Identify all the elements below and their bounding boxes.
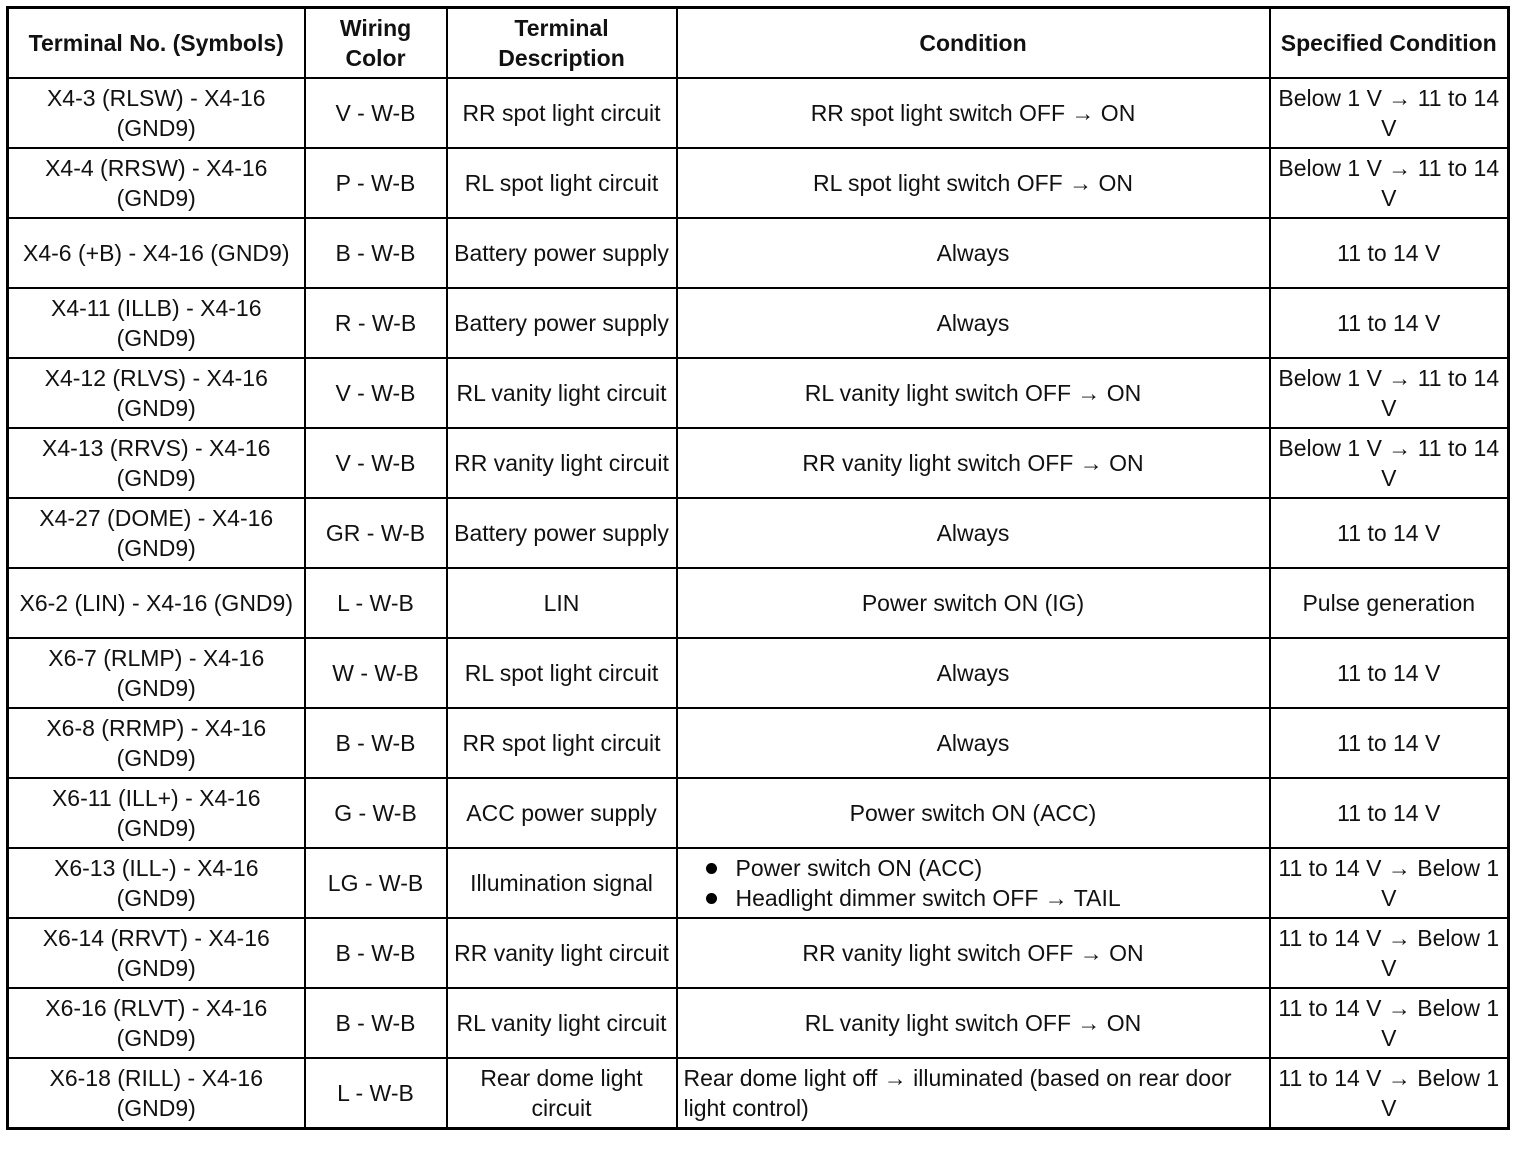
specified-condition-cell: 11 to 14 V: [1270, 638, 1509, 708]
table-row: [8, 428, 1509, 498]
specified-condition-cell: 11 to 14 V → Below 1 V: [1270, 848, 1509, 918]
description-cell: RR vanity light circuit: [447, 428, 677, 498]
condition-cell: [677, 848, 1270, 918]
table-body: [8, 78, 1509, 1129]
wiring-color-cell: V - W-B: [305, 358, 447, 428]
table-row: [8, 288, 1509, 358]
terminal-cell: X6-11 (ILL+) - X4-16 (GND9): [8, 778, 305, 848]
terminal-cell: X6-7 (RLMP) - X4-16 (GND9): [8, 638, 305, 708]
description-cell: Battery power supply: [447, 498, 677, 568]
terminal-cell: X4-4 (RRSW) - X4-16 (GND9): [8, 148, 305, 218]
condition-cell: Always: [677, 708, 1270, 778]
table-row: [8, 1058, 1509, 1129]
specified-condition-cell: 11 to 14 V: [1270, 778, 1509, 848]
description-cell: RL vanity light circuit: [447, 988, 677, 1058]
table-row: [8, 708, 1509, 778]
description-cell: RR vanity light circuit: [447, 918, 677, 988]
table-row: [8, 988, 1509, 1058]
header-row: [8, 8, 1509, 79]
table-row: [8, 778, 1509, 848]
terminal-cell: X4-11 (ILLB) - X4-16 (GND9): [8, 288, 305, 358]
specified-condition-cell: 11 to 14 V → Below 1 V: [1270, 988, 1509, 1058]
terminal-table: [6, 6, 1510, 1130]
terminal-cell: X6-16 (RLVT) - X4-16 (GND9): [8, 988, 305, 1058]
condition-cell: Always: [677, 288, 1270, 358]
condition-cell: Power switch ON (IG): [677, 568, 1270, 638]
terminal-cell: X6-14 (RRVT) - X4-16 (GND9): [8, 918, 305, 988]
header-condition: Condition: [677, 8, 1270, 79]
description-cell: RL spot light circuit: [447, 148, 677, 218]
wiring-color-cell: B - W-B: [305, 988, 447, 1058]
condition-cell: Always: [677, 498, 1270, 568]
wiring-color-cell: V - W-B: [305, 428, 447, 498]
wiring-color-cell: B - W-B: [305, 708, 447, 778]
specified-condition-cell: 11 to 14 V → Below 1 V: [1270, 1058, 1509, 1129]
specified-condition-cell: Below 1 V → 11 to 14 V: [1270, 428, 1509, 498]
condition-bullet-item: Headlight dimmer switch OFF → TAIL: [706, 883, 1263, 913]
condition-bullet-list: [684, 853, 1263, 913]
table-row: [8, 78, 1509, 148]
specified-condition-cell: 11 to 14 V → Below 1 V: [1270, 918, 1509, 988]
table-row: [8, 148, 1509, 218]
condition-cell: RR vanity light switch OFF → ON: [677, 428, 1270, 498]
table-row: [8, 568, 1509, 638]
wiring-color-cell: P - W-B: [305, 148, 447, 218]
table-row: [8, 358, 1509, 428]
terminal-cell: X6-13 (ILL-) - X4-16 (GND9): [8, 848, 305, 918]
condition-cell: RL vanity light switch OFF → ON: [677, 988, 1270, 1058]
description-cell: RL vanity light circuit: [447, 358, 677, 428]
description-cell: RL spot light circuit: [447, 638, 677, 708]
description-cell: Rear dome light circuit: [447, 1058, 677, 1129]
condition-cell: Rear dome light off → illuminated (based on rear door light control): [677, 1058, 1270, 1129]
specified-condition-cell: 11 to 14 V: [1270, 288, 1509, 358]
condition-cell: Power switch ON (ACC): [677, 778, 1270, 848]
wiring-color-cell: W - W-B: [305, 638, 447, 708]
table-row: [8, 848, 1509, 918]
condition-cell: RR vanity light switch OFF → ON: [677, 918, 1270, 988]
description-cell: Illumination signal: [447, 848, 677, 918]
terminal-cell: X6-18 (RILL) - X4-16 (GND9): [8, 1058, 305, 1129]
description-cell: Battery power supply: [447, 218, 677, 288]
description-cell: LIN: [447, 568, 677, 638]
condition-cell: RL vanity light switch OFF → ON: [677, 358, 1270, 428]
table-row: [8, 638, 1509, 708]
specified-condition-cell: Below 1 V → 11 to 14 V: [1270, 78, 1509, 148]
description-cell: ACC power supply: [447, 778, 677, 848]
condition-cell: Always: [677, 638, 1270, 708]
wiring-color-cell: L - W-B: [305, 1058, 447, 1129]
header-specified-condition: Specified Condition: [1270, 8, 1509, 79]
header-terminal: Terminal No. (Symbols): [8, 8, 305, 79]
description-cell: RR spot light circuit: [447, 78, 677, 148]
condition-cell: RR spot light switch OFF → ON: [677, 78, 1270, 148]
wiring-color-cell: GR - W-B: [305, 498, 447, 568]
wiring-color-cell: LG - W-B: [305, 848, 447, 918]
specified-condition-cell: 11 to 14 V: [1270, 218, 1509, 288]
terminal-cell: X4-13 (RRVS) - X4-16 (GND9): [8, 428, 305, 498]
header-terminal-description: Terminal Description: [447, 8, 677, 79]
description-cell: Battery power supply: [447, 288, 677, 358]
terminal-table-wrapper: [6, 6, 1510, 1130]
table-row: [8, 498, 1509, 568]
table-row: [8, 918, 1509, 988]
wiring-color-cell: G - W-B: [305, 778, 447, 848]
wiring-color-cell: V - W-B: [305, 78, 447, 148]
terminal-cell: X4-6 (+B) - X4-16 (GND9): [8, 218, 305, 288]
table-row: [8, 218, 1509, 288]
wiring-color-cell: B - W-B: [305, 218, 447, 288]
specified-condition-cell: 11 to 14 V: [1270, 498, 1509, 568]
wiring-color-cell: L - W-B: [305, 568, 447, 638]
condition-cell: RL spot light switch OFF → ON: [677, 148, 1270, 218]
description-cell: RR spot light circuit: [447, 708, 677, 778]
terminal-cell: X6-8 (RRMP) - X4-16 (GND9): [8, 708, 305, 778]
wiring-color-cell: B - W-B: [305, 918, 447, 988]
terminal-cell: X4-27 (DOME) - X4-16 (GND9): [8, 498, 305, 568]
condition-cell: Always: [677, 218, 1270, 288]
condition-bullet-item: Power switch ON (ACC): [706, 853, 1263, 883]
terminal-cell: X4-12 (RLVS) - X4-16 (GND9): [8, 358, 305, 428]
wiring-color-cell: R - W-B: [305, 288, 447, 358]
specified-condition-cell: 11 to 14 V: [1270, 708, 1509, 778]
specified-condition-cell: Below 1 V → 11 to 14 V: [1270, 358, 1509, 428]
header-wiring-color: Wiring Color: [305, 8, 447, 79]
terminal-cell: X4-3 (RLSW) - X4-16 (GND9): [8, 78, 305, 148]
specified-condition-cell: Pulse generation: [1270, 568, 1509, 638]
terminal-cell: X6-2 (LIN) - X4-16 (GND9): [8, 568, 305, 638]
specified-condition-cell: Below 1 V → 11 to 14 V: [1270, 148, 1509, 218]
